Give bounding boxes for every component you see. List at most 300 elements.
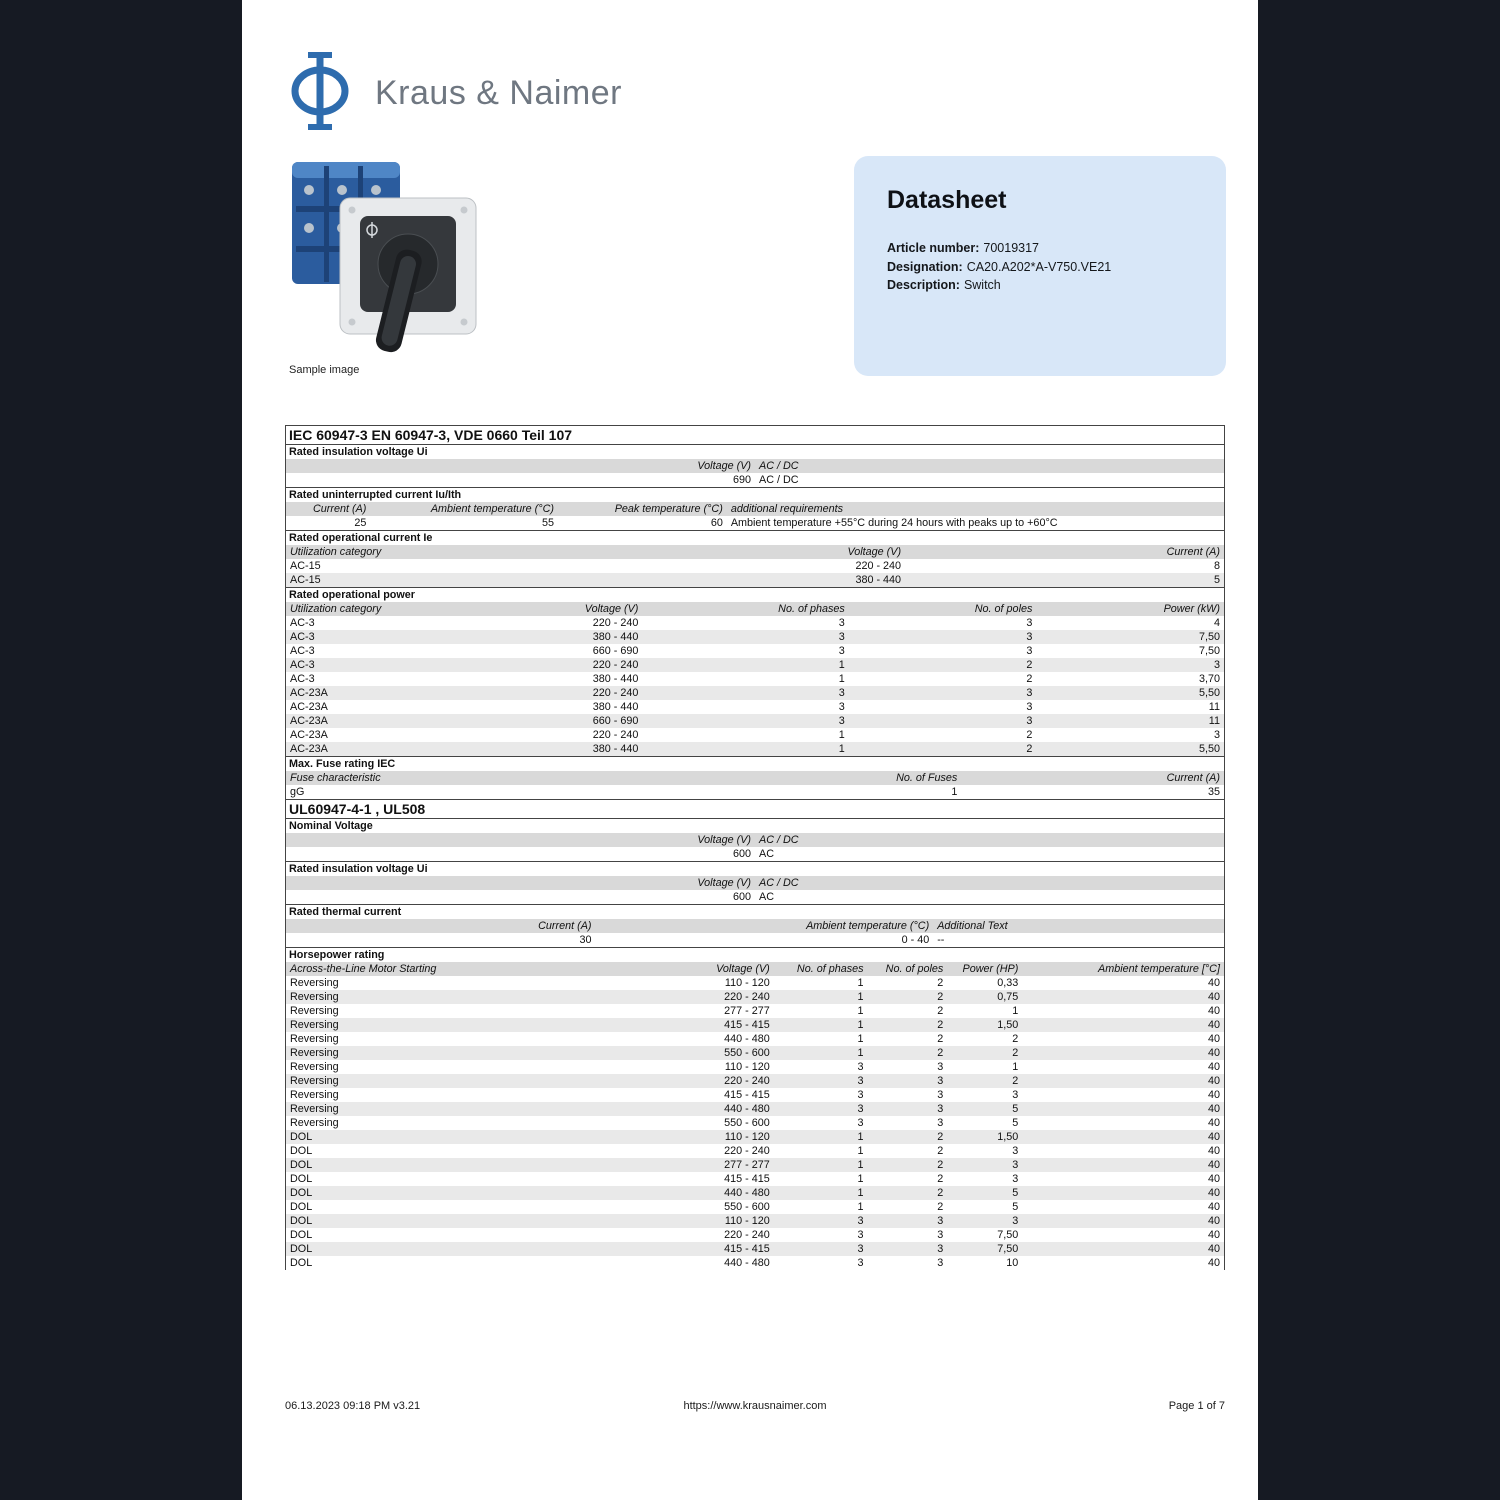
table-cell: 1: [951, 786, 958, 798]
table-cell: 1: [857, 1033, 864, 1045]
table-cell: 2: [1026, 729, 1033, 741]
table-cell: 3: [937, 1075, 944, 1087]
column-header-row: [286, 545, 1224, 559]
table-cell: 60: [710, 517, 723, 529]
table-cell: 2: [937, 1005, 944, 1017]
table-cell: 2: [1012, 1075, 1019, 1087]
table-row: [286, 1060, 1224, 1074]
table-cell: Voltage (V): [697, 877, 751, 889]
table-cell: 220 - 240: [724, 1229, 770, 1241]
table-cell: 5: [1012, 1187, 1019, 1199]
table-cell: 8: [1213, 560, 1220, 572]
table-cell: 600: [732, 848, 751, 860]
table-row: [286, 976, 1224, 990]
table-cell: 1: [857, 1047, 864, 1059]
table-cell: AC-15: [290, 560, 321, 572]
table-cell: Across-the-Line Motor Starting: [290, 963, 437, 975]
subsection-title-row: Max. Fuse rating IEC: [286, 756, 1224, 771]
table-cell: 40: [1207, 1061, 1220, 1073]
table-cell: 40: [1207, 1173, 1220, 1185]
designation-field: [887, 258, 1193, 277]
table-cell: 1: [857, 1173, 864, 1185]
table-cell: 11: [1208, 701, 1220, 713]
footer-page-number: Page 1 of 7: [1168, 1400, 1225, 1412]
table-cell: 380 - 440: [592, 673, 639, 685]
designation-value: CA20.A202*A-V750.VE21: [966, 259, 1112, 274]
table-row: [286, 1144, 1224, 1158]
table-row: [286, 1018, 1224, 1032]
table-cell: 3: [857, 1075, 864, 1087]
column-header-row: [286, 919, 1224, 933]
table-cell: Reversing: [290, 1061, 339, 1073]
table-cell: 3: [857, 1089, 864, 1101]
table-cell: 3: [857, 1243, 864, 1255]
table-cell: 40: [1207, 977, 1220, 989]
table-cell: 380 - 440: [592, 631, 639, 643]
table-cell: Power (kW): [1163, 603, 1220, 615]
table-cell: Ambient temperature (°C): [806, 920, 930, 932]
table-cell: Voltage (V): [697, 834, 751, 846]
table-cell: 2: [937, 1201, 944, 1213]
table-row: [286, 559, 1224, 573]
table-cell: 7,50: [997, 1243, 1019, 1255]
table-cell: Reversing: [290, 1103, 339, 1115]
table-cell: 25: [354, 517, 367, 529]
table-cell: 220 - 240: [592, 617, 639, 629]
table-cell: 2: [937, 1033, 944, 1045]
table-cell: 1: [1012, 1061, 1019, 1073]
table-cell: 415 - 415: [724, 1089, 770, 1101]
table-cell: 3: [937, 1061, 944, 1073]
table-row: [286, 473, 1224, 487]
table-cell: 2: [1012, 1033, 1019, 1045]
table-cell: Current (A): [1166, 772, 1220, 784]
table-cell: 5,50: [1198, 743, 1220, 755]
table-row: [286, 785, 1224, 799]
table-cell: AC-23A: [290, 743, 328, 755]
table-cell: 3: [838, 687, 845, 699]
table-row: [286, 1214, 1224, 1228]
table-cell: 2: [937, 1159, 944, 1171]
table-cell: AC-23A: [290, 687, 328, 699]
table-row: [286, 1228, 1224, 1242]
table-cell: 3: [937, 1257, 944, 1269]
table-cell: 3: [1012, 1089, 1019, 1101]
table-row: [286, 630, 1224, 644]
table-row: [286, 700, 1224, 714]
table-cell: 1: [857, 991, 864, 1003]
table-cell: 110 - 120: [724, 1131, 770, 1143]
column-header-row: [286, 459, 1224, 473]
table-cell: 35: [1207, 786, 1220, 798]
table-cell: 1: [857, 1187, 864, 1199]
table-cell: Voltage (V): [716, 963, 770, 975]
brand-logo: [287, 50, 622, 137]
table-cell: 220 - 240: [724, 1075, 770, 1087]
table-cell: 40: [1207, 1229, 1220, 1241]
table-row: [286, 847, 1224, 861]
table-cell: Reversing: [290, 1075, 339, 1087]
table-cell: 5: [1012, 1201, 1019, 1213]
table-cell: 40: [1207, 1047, 1220, 1059]
table-cell: 415 - 415: [724, 1019, 770, 1031]
table-cell: 40: [1207, 991, 1220, 1003]
table-cell: 2: [937, 1019, 944, 1031]
table-cell: 40: [1207, 1131, 1220, 1143]
table-cell: 415 - 415: [724, 1173, 770, 1185]
table-cell: 40: [1207, 1187, 1220, 1199]
table-cell: AC / DC: [759, 460, 799, 472]
article-number-value: 70019317: [983, 241, 1040, 255]
table-cell: AC-3: [290, 645, 315, 657]
table-cell: AC-3: [290, 659, 315, 671]
table-cell: No. of poles: [885, 963, 944, 975]
sample-image-caption: Sample image: [289, 364, 360, 376]
table-cell: 3: [1012, 1173, 1019, 1185]
column-header-row: [286, 962, 1224, 976]
table-cell: AC-23A: [290, 715, 328, 727]
table-cell: 4: [1213, 617, 1220, 629]
table-row: [286, 1046, 1224, 1060]
table-row: [286, 1158, 1224, 1172]
table-cell: 3: [857, 1215, 864, 1227]
subsection-title-row: Rated insulation voltage Ui: [286, 861, 1224, 876]
table-cell: 3: [1026, 645, 1033, 657]
table-cell: 600: [732, 891, 751, 903]
table-cell: Utilization category: [290, 546, 382, 558]
table-cell: Additional Text: [937, 920, 1008, 932]
table-cell: 40: [1207, 1075, 1220, 1087]
table-cell: 7,50: [997, 1229, 1019, 1241]
table-row: [286, 714, 1224, 728]
table-cell: AC-3: [290, 673, 315, 685]
table-cell: Reversing: [290, 1117, 339, 1129]
spec-table: [285, 425, 1225, 1270]
table-cell: 3: [1213, 659, 1220, 671]
table-cell: 2: [1026, 659, 1033, 671]
table-cell: 3: [857, 1117, 864, 1129]
subsection-title-row: Rated thermal current: [286, 904, 1224, 919]
column-header-row: [286, 502, 1224, 516]
table-cell: --: [937, 934, 945, 946]
table-cell: Current (A): [313, 503, 367, 515]
table-cell: 1: [857, 1131, 864, 1143]
description-field: [887, 276, 1193, 295]
table-cell: Current (A): [538, 920, 592, 932]
table-cell: 40: [1207, 1005, 1220, 1017]
table-cell: 2: [937, 1131, 944, 1143]
table-cell: 110 - 120: [724, 1061, 770, 1073]
table-row: [286, 1088, 1224, 1102]
subsection-title-row: Rated insulation voltage Ui: [286, 444, 1224, 459]
table-cell: Fuse characteristic: [290, 772, 381, 784]
table-cell: 1: [857, 1159, 864, 1171]
table-cell: 3: [857, 1257, 864, 1269]
table-row: [286, 1032, 1224, 1046]
table-cell: 3: [1012, 1145, 1019, 1157]
section-title-row: UL60947-4-1 , UL508: [286, 799, 1224, 818]
table-cell: Reversing: [290, 1005, 339, 1017]
table-cell: 3: [838, 617, 845, 629]
footer-url: https://www.krausnaimer.com: [683, 1400, 827, 1412]
table-cell: DOL: [290, 1131, 313, 1143]
table-cell: Reversing: [290, 1019, 339, 1031]
article-number-field: [887, 239, 1193, 258]
table-cell: 3: [857, 1229, 864, 1241]
table-cell: 3: [838, 715, 845, 727]
table-cell: 110 - 120: [724, 1215, 770, 1227]
table-cell: 660 - 690: [592, 715, 639, 727]
table-cell: 380 - 440: [592, 743, 639, 755]
table-cell: 220 - 240: [592, 687, 639, 699]
table-cell: 660 - 690: [592, 645, 639, 657]
table-row: [286, 516, 1224, 530]
table-cell: 3: [937, 1117, 944, 1129]
table-cell: 1: [1012, 1005, 1019, 1017]
table-cell: AC-23A: [290, 701, 328, 713]
table-cell: AC-3: [290, 631, 315, 643]
table-cell: 550 - 600: [724, 1047, 770, 1059]
table-cell: 5: [1213, 574, 1220, 586]
table-cell: 2: [937, 1145, 944, 1157]
table-cell: 3: [937, 1215, 944, 1227]
table-cell: 0,33: [997, 977, 1019, 989]
table-cell: 440 - 480: [724, 1257, 770, 1269]
table-row: [286, 658, 1224, 672]
table-cell: 40: [1207, 1089, 1220, 1101]
table-cell: 277 - 277: [724, 1159, 770, 1171]
table-cell: 1: [838, 673, 845, 685]
table-cell: AC / DC: [759, 474, 799, 486]
table-cell: 3: [937, 1103, 944, 1115]
table-cell: No. of Fuses: [896, 772, 958, 784]
table-cell: 1: [838, 729, 845, 741]
description-value: Switch: [963, 278, 1001, 292]
table-cell: DOL: [290, 1201, 313, 1213]
table-cell: 3,70: [1198, 673, 1220, 685]
table-cell: 3: [1026, 701, 1033, 713]
table-cell: 550 - 600: [724, 1201, 770, 1213]
table-cell: 380 - 440: [592, 701, 639, 713]
datasheet-panel: [854, 156, 1226, 376]
table-cell: 0,75: [997, 991, 1019, 1003]
table-cell: 380 - 440: [855, 574, 902, 586]
table-cell: 110 - 120: [724, 977, 770, 989]
table-cell: DOL: [290, 1229, 313, 1241]
table-cell: 3: [937, 1229, 944, 1241]
subsection-title-row: Nominal Voltage: [286, 818, 1224, 833]
table-cell: Reversing: [290, 1047, 339, 1059]
datasheet-title: Datasheet: [887, 186, 1007, 214]
table-cell: 40: [1207, 1145, 1220, 1157]
table-row: [286, 728, 1224, 742]
table-row: [286, 1186, 1224, 1200]
table-cell: 2: [1026, 673, 1033, 685]
article-number-label: Article number:: [887, 241, 980, 255]
table-cell: AC-3: [290, 617, 315, 629]
table-cell: 1,50: [997, 1019, 1019, 1031]
subsection-title-row: Rated uninterrupted current Iu/Ith: [286, 487, 1224, 502]
column-header-row: [286, 771, 1224, 785]
table-cell: 440 - 480: [724, 1033, 770, 1045]
table-cell: gG: [290, 786, 305, 798]
table-cell: Ambient temperature [°C]: [1098, 963, 1220, 975]
table-row: [286, 1200, 1224, 1214]
table-cell: 0 - 40: [901, 934, 930, 946]
product-image: [282, 150, 482, 362]
table-row: [286, 1242, 1224, 1256]
table-cell: 5: [1012, 1117, 1019, 1129]
column-header-row: [286, 602, 1224, 616]
table-cell: DOL: [290, 1243, 313, 1255]
table-cell: 1: [857, 977, 864, 989]
table-row: [286, 1004, 1224, 1018]
table-cell: 220 - 240: [724, 991, 770, 1003]
table-cell: 40: [1207, 1243, 1220, 1255]
table-cell: 40: [1207, 1215, 1220, 1227]
table-cell: 3: [1213, 729, 1220, 741]
table-cell: 1: [857, 1005, 864, 1017]
table-cell: No. of phases: [796, 963, 864, 975]
description-label: Description:: [887, 278, 960, 292]
table-cell: 220 - 240: [724, 1145, 770, 1157]
table-cell: 3: [838, 645, 845, 657]
table-cell: DOL: [290, 1257, 313, 1269]
table-cell: 3: [1012, 1215, 1019, 1227]
table-row: [286, 1172, 1224, 1186]
table-cell: 10: [1006, 1257, 1019, 1269]
table-cell: 3: [838, 631, 845, 643]
table-cell: 1: [838, 659, 845, 671]
table-row: [286, 573, 1224, 587]
table-cell: AC / DC: [759, 877, 799, 889]
table-cell: 1: [857, 1201, 864, 1213]
table-cell: AC-15: [290, 574, 321, 586]
table-cell: DOL: [290, 1187, 313, 1199]
table-cell: 3: [1026, 617, 1033, 629]
table-cell: 2: [1026, 743, 1033, 755]
table-row: [286, 990, 1224, 1004]
table-cell: 40: [1207, 1103, 1220, 1115]
table-cell: 5: [1012, 1103, 1019, 1115]
table-cell: 3: [857, 1103, 864, 1115]
table-cell: 3: [1026, 715, 1033, 727]
table-cell: DOL: [290, 1145, 313, 1157]
table-cell: Reversing: [290, 1089, 339, 1101]
table-cell: Voltage (V): [697, 460, 751, 472]
table-cell: 220 - 240: [855, 560, 902, 572]
designation-label: Designation:: [887, 259, 963, 274]
table-cell: 1: [838, 743, 845, 755]
table-cell: DOL: [290, 1215, 313, 1227]
subsection-title-row: Rated operational power: [286, 587, 1224, 602]
table-row: [286, 742, 1224, 756]
table-cell: AC: [759, 891, 774, 903]
table-row: [286, 890, 1224, 904]
table-cell: 2: [937, 977, 944, 989]
table-cell: DOL: [290, 1173, 313, 1185]
table-cell: 5,50: [1198, 687, 1220, 699]
table-row: [286, 672, 1224, 686]
table-cell: 440 - 480: [724, 1103, 770, 1115]
table-cell: 3: [937, 1089, 944, 1101]
table-cell: 40: [1207, 1019, 1220, 1031]
page-footer: [285, 1400, 1225, 1412]
brand-name: Kraus & Naimer: [375, 74, 622, 112]
table-cell: Current (A): [1166, 546, 1220, 558]
table-cell: 40: [1207, 1033, 1220, 1045]
table-cell: Peak temperature (°C): [614, 503, 723, 515]
table-cell: 1: [857, 1019, 864, 1031]
column-header-row: [286, 833, 1224, 847]
table-cell: Voltage (V): [584, 603, 639, 615]
table-cell: 1: [857, 1145, 864, 1157]
table-row: [286, 1256, 1224, 1270]
table-cell: Power (HP): [962, 963, 1019, 975]
table-cell: 2: [937, 1173, 944, 1185]
table-cell: 1,50: [997, 1131, 1019, 1143]
table-cell: 7,50: [1198, 645, 1220, 657]
table-cell: 40: [1207, 1117, 1220, 1129]
table-cell: 3: [838, 701, 845, 713]
table-cell: Reversing: [290, 991, 339, 1003]
table-cell: 550 - 600: [724, 1117, 770, 1129]
footer-date-version: 06.13.2023 09:18 PM v3.21: [285, 1400, 421, 1412]
section-title-row: IEC 60947-3 EN 60947-3, VDE 0660 Teil 107: [286, 425, 1224, 444]
table-cell: 220 - 240: [592, 659, 639, 671]
table-cell: 40: [1207, 1201, 1220, 1213]
table-cell: 3: [1026, 687, 1033, 699]
table-cell: No. of phases: [778, 603, 845, 615]
table-cell: AC: [759, 848, 774, 860]
table-cell: 55: [541, 517, 554, 529]
table-cell: 40: [1207, 1159, 1220, 1171]
table-row: [286, 616, 1224, 630]
table-cell: AC / DC: [759, 834, 799, 846]
table-cell: 277 - 277: [724, 1005, 770, 1017]
table-cell: Ambient temperature (°C): [430, 503, 554, 515]
table-cell: Utilization category: [290, 603, 382, 615]
table-row: [286, 1116, 1224, 1130]
column-header-row: [286, 876, 1224, 890]
table-cell: 440 - 480: [724, 1187, 770, 1199]
table-cell: 415 - 415: [724, 1243, 770, 1255]
table-cell: 220 - 240: [592, 729, 639, 741]
table-cell: 7,50: [1198, 631, 1220, 643]
subsection-title-row: Horsepower rating: [286, 947, 1224, 962]
table-cell: 2: [937, 1187, 944, 1199]
table-row: [286, 686, 1224, 700]
table-cell: 3: [1026, 631, 1033, 643]
subsection-title-row: Rated operational current Ie: [286, 530, 1224, 545]
table-row: [286, 1102, 1224, 1116]
table-cell: Ambient temperature +55°C during 24 hours with peaks up to +60°C: [730, 517, 1058, 529]
table-cell: 3: [857, 1061, 864, 1073]
table-row: [286, 644, 1224, 658]
table-cell: 690: [732, 474, 751, 486]
datasheet-page: [242, 0, 1258, 1500]
table-row: [286, 1130, 1224, 1144]
table-row: [286, 1074, 1224, 1088]
table-cell: additional requirements: [730, 503, 844, 515]
table-cell: DOL: [290, 1159, 313, 1171]
table-cell: Reversing: [290, 977, 339, 989]
table-cell: Voltage (V): [847, 546, 902, 558]
table-cell: 3: [1012, 1159, 1019, 1171]
table-cell: 2: [937, 991, 944, 1003]
phi-icon: [287, 50, 353, 137]
table-cell: 2: [1012, 1047, 1019, 1059]
